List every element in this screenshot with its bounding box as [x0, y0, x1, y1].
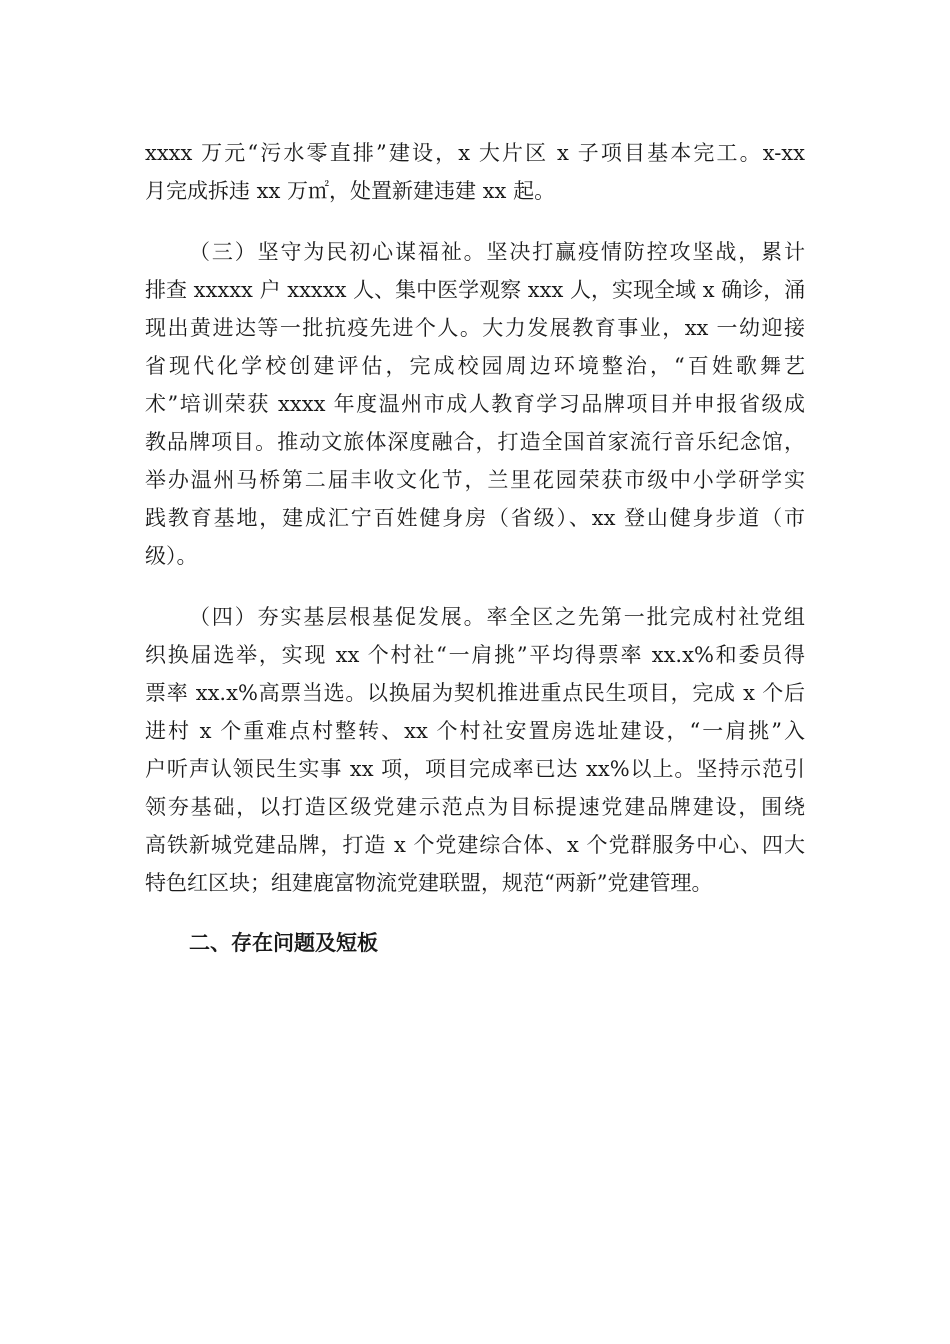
document-page — [145, 134, 805, 962]
paragraph-line: 户听声认领民生实事 xx 项，项目完成率已达 xx%以上。坚持示范引 — [145, 757, 805, 781]
paragraph-1 — [145, 134, 805, 210]
paragraph-line: 级）。 — [145, 544, 198, 568]
paragraph-line: 票率 xx.x%高票当选。以换届为契机推进重点民生项目，完成 x 个后 — [145, 681, 805, 705]
paragraph-line: 现出黄进达等一批抗疫先进个人。大力发展教育事业，xx 一幼迎接 — [145, 316, 805, 340]
paragraph-line: 举办温州马桥第二届丰收文化节，兰里花园荣获市级中小学研学实 — [145, 468, 805, 492]
paragraph-line: 高铁新城党建品牌，打造 x 个党建综合体、x 个党群服务中心、四大 — [145, 833, 805, 857]
paragraph-line: 践教育基地，建成汇宁百姓健身房（省级）、xx 登山健身步道（市 — [145, 506, 805, 530]
section-heading: 二、存在问题及短板 — [189, 931, 378, 955]
paragraph-line: 月完成拆违 xx 万㎡，处置新建违建 xx 起。 — [145, 179, 556, 203]
paragraph-line: （四）夯实基层根基促发展。率全区之先第一批完成村社党组 — [189, 605, 805, 629]
paragraph-line: 术”培训荣获 xxxx 年度温州市成人教育学习品牌项目并申报省级成 — [145, 392, 805, 416]
paragraph-line: 排查 xxxxx 户 xxxxx 人、集中医学观察 xxx 人，实现全域 x 确诊，涌 — [145, 278, 806, 302]
paragraph-line: 进村 x 个重难点村整转、xx 个村社安置房选址建设，“一肩挑”入 — [145, 719, 805, 743]
paragraph-line: 织换届选举，实现 xx 个村社“一肩挑”平均得票率 xx.x%和委员得 — [145, 643, 805, 667]
paragraph-line: （三）坚守为民初心谋福祉。坚决打赢疫情防控攻坚战，累计 — [189, 240, 805, 264]
paragraph-3 — [145, 598, 805, 902]
paragraph-spacer — [145, 210, 805, 233]
paragraph-line: 领夯基础，以打造区级党建示范点为目标提速党建品牌建设，围绕 — [145, 795, 805, 819]
paragraph-line: 省现代化学校创建评估，完成校园周边环境整治，“百姓歌舞艺 — [145, 354, 805, 378]
paragraph-line: 教品牌项目。推动文旅体深度融合，打造全国首家流行音乐纪念馆， — [145, 430, 805, 454]
paragraph-spacer — [145, 902, 805, 924]
paragraph-spacer — [145, 575, 805, 598]
paragraph-line: 特色红区块；组建鹿富物流党建联盟，规范“两新”党建管理。 — [145, 871, 713, 895]
paragraph-line: xxxx 万元“污水零直排”建设，x 大片区 x 子项目基本完工。x-xx — [145, 141, 805, 165]
paragraph-2 — [145, 233, 805, 575]
